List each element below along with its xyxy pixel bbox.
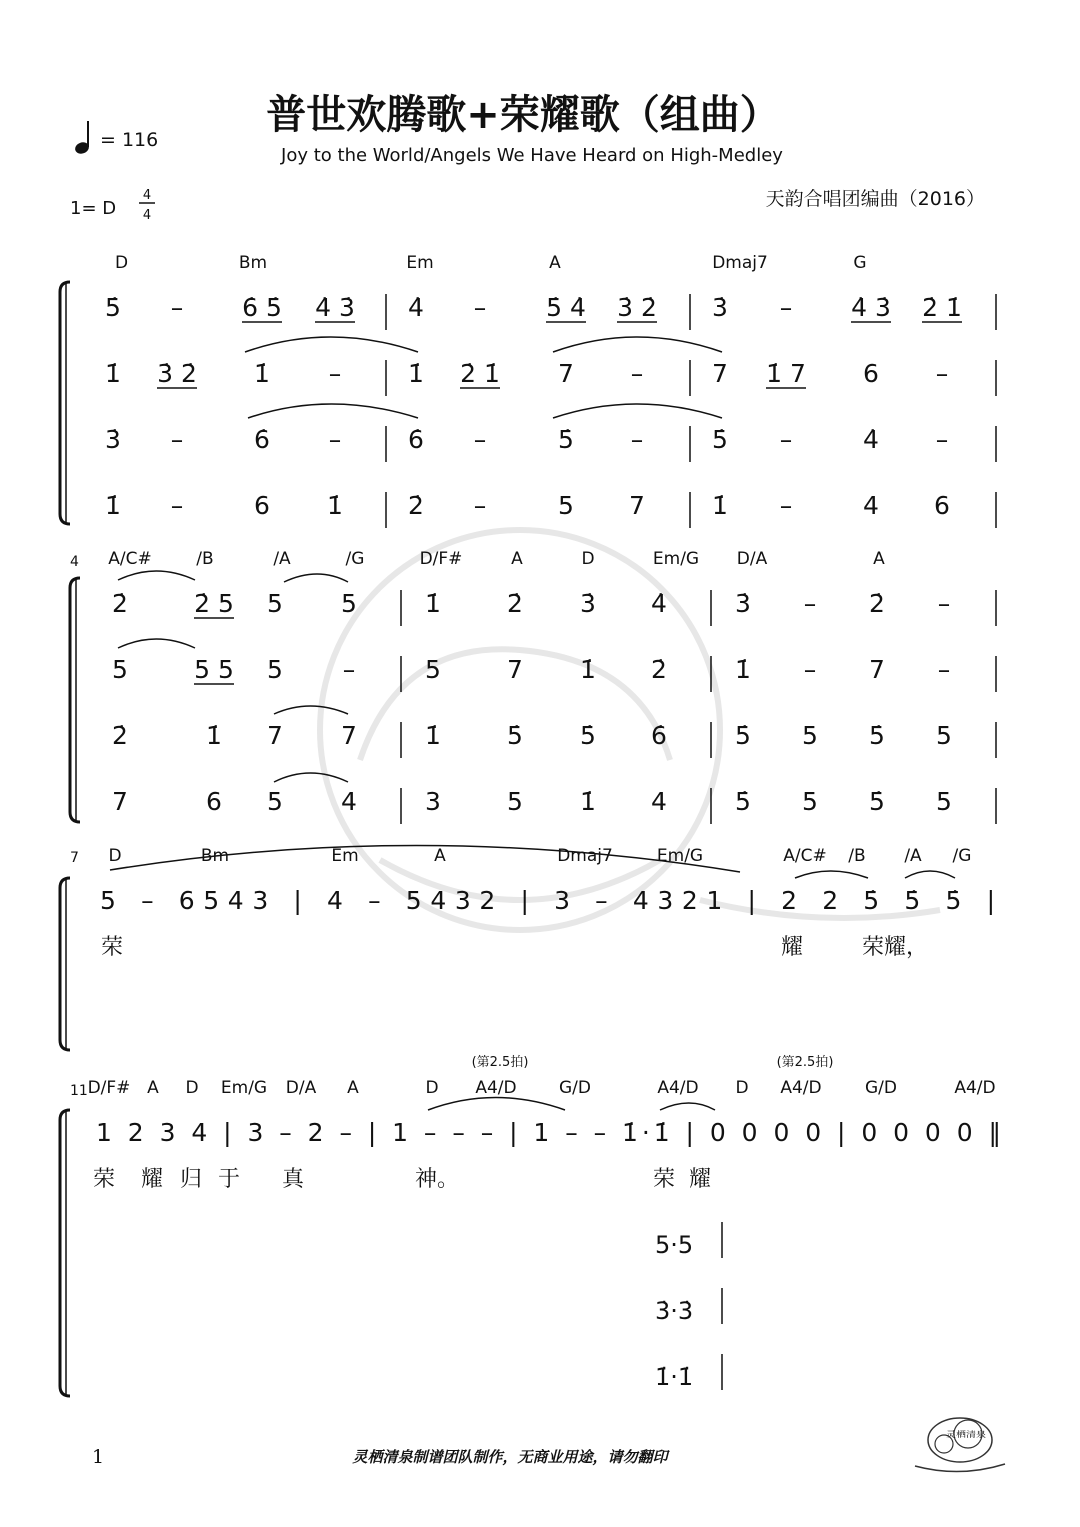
note: 6 (206, 787, 222, 816)
note: – (473, 293, 487, 322)
note: 5 (267, 787, 283, 816)
arranger-credit: 天韵合唱团编曲（2016） (765, 188, 985, 210)
note: 4̇ 3̇ (315, 293, 355, 322)
note: 5 (936, 721, 952, 750)
ending-part: 5·5 (655, 1231, 694, 1259)
chord-symbol: /A (904, 846, 922, 866)
chord-symbol: A4/D (657, 1078, 699, 1098)
note: 1̇ (580, 655, 596, 684)
note: 1̇ (712, 491, 728, 520)
note: 2̇ (112, 589, 128, 618)
note: 7 (869, 655, 885, 684)
ending-part: 3̇·3̇ (655, 1297, 694, 1325)
note: 6̇ (254, 425, 270, 454)
footer-note: 灵栖清泉制谱团队制作，无商业用途，请勿翻印 (352, 1448, 668, 1466)
note: 5̇ (735, 787, 751, 816)
measure-number: 11 (70, 1083, 88, 1099)
note: 5̇ (712, 425, 728, 454)
note: 5̇ (507, 721, 523, 750)
note: 6̇ (651, 721, 667, 750)
chord-symbol: D (108, 846, 122, 866)
note: 7 (112, 787, 128, 816)
note: – (473, 425, 487, 454)
note: – (937, 655, 951, 684)
note: 4 (651, 787, 667, 816)
note: 3̇ (735, 589, 751, 618)
note: 1̇ (254, 359, 270, 388)
note: 5 (936, 787, 952, 816)
chord-symbol: A (549, 253, 561, 273)
chord-symbol: /G (345, 549, 365, 569)
watermark-logo (320, 530, 940, 930)
note: 5 (802, 787, 818, 816)
time-signature-bottom: 4 (142, 208, 152, 223)
note: – (170, 491, 184, 520)
note: – (935, 359, 949, 388)
note: 5̇ 4̇ (546, 293, 586, 322)
chord-symbol: G/D (559, 1078, 591, 1098)
note: 1̇ 7 (766, 359, 806, 388)
note: 6 (254, 491, 270, 520)
chord-symbol: A (511, 549, 523, 569)
note: – (170, 293, 184, 322)
note: 6̇ 5̇ (242, 293, 282, 322)
chord-symbol: Em (406, 253, 434, 273)
note: 3 (425, 787, 441, 816)
note: – (328, 359, 342, 388)
ending-part: 1̇·1̇ (655, 1363, 694, 1391)
melody-line: 5 – 6543 | 4 – 5432 | 3 – 4321 | 2 2 5̇ 5̇ 5̇ | (100, 886, 996, 915)
note: 5 (341, 589, 357, 618)
note: 2̇ 1̇ (922, 293, 962, 322)
note: 5 (267, 589, 283, 618)
note: 5̇ (580, 721, 596, 750)
note: 1̇ (105, 359, 121, 388)
measure-number: 4 (70, 554, 79, 570)
note: 5̇ (558, 425, 574, 454)
chord-symbol: /G (952, 846, 972, 866)
lyric: 耀 (140, 1167, 164, 1192)
note: 5 (802, 721, 818, 750)
chord-symbol: G (853, 253, 867, 273)
chord-symbol: Em (331, 846, 359, 866)
note: 5̇ (735, 721, 751, 750)
note: 6 (934, 491, 950, 520)
note: 2̇ (112, 721, 128, 750)
chord-symbol: D/A (736, 549, 768, 569)
note: 2̇ 1̇ (460, 359, 500, 388)
logo-text: 灵栖清泉 (946, 1430, 978, 1439)
note: 1̇ (735, 655, 751, 684)
note: 1̇ (105, 491, 121, 520)
chord-symbol: Em/G (220, 1078, 268, 1098)
note: – (779, 425, 793, 454)
note: – (779, 491, 793, 520)
chord-symbol: D (115, 253, 129, 273)
chord-symbol: D/A (285, 1078, 317, 1098)
chord-symbol: /A (273, 549, 291, 569)
footer-logo (915, 1418, 1005, 1472)
system-2 (70, 549, 996, 824)
lyric: 耀 (780, 935, 804, 960)
lyric: 归 (179, 1167, 203, 1192)
note: – (342, 655, 356, 684)
note: 4̇ 3̇ (851, 293, 891, 322)
chord-symbol: /B (196, 549, 214, 569)
chord-symbol: Bm (238, 253, 268, 273)
chord-symbol: A/C# (783, 846, 827, 866)
chord-symbol: D/F# (87, 1078, 131, 1098)
time-signature-top: 4 (142, 188, 152, 203)
chord-symbol: A4/D (780, 1078, 822, 1098)
note: 5 (558, 491, 574, 520)
note: 4 (341, 787, 357, 816)
note: – (630, 359, 644, 388)
chord-symbol: Dmaj7 (712, 253, 768, 273)
note: 2̇ (507, 589, 523, 618)
chord-symbol: D (425, 1078, 439, 1098)
chord-symbol: Em/G (656, 846, 704, 866)
note: 7 (629, 491, 645, 520)
note: 4̇ (408, 293, 424, 322)
lyric: 荣 (100, 935, 124, 960)
note: – (170, 425, 184, 454)
key-signature: 1= D (70, 198, 117, 219)
note: 5 (507, 787, 523, 816)
chord-symbol: A (347, 1078, 359, 1098)
lyric: 神。 (414, 1167, 460, 1192)
lyric: 荣 (652, 1167, 676, 1192)
note: 7 (712, 359, 728, 388)
note: 2̇ (408, 491, 424, 520)
melody-line: 1 2 3 4 | 3 – 2 – | 1 – – – | 1 – – 1̇·1̇ | 0 0 0 0 | 0 0 0 0 ‖ (96, 1118, 1001, 1147)
tempo-marking (74, 121, 159, 156)
note: 5̇ (105, 293, 121, 322)
note: 7 (558, 359, 574, 388)
chord-symbol: D (185, 1078, 199, 1098)
note: – (935, 425, 949, 454)
chord-symbol: A4/D (954, 1078, 996, 1098)
chord-symbol: Em/G (652, 549, 700, 569)
note: 7 (267, 721, 283, 750)
note: 6̇ (408, 425, 424, 454)
lyric: 于 (217, 1167, 241, 1192)
note: 1̇ (580, 787, 596, 816)
note: 1̇ (206, 721, 222, 750)
note: 3̇ (712, 293, 728, 322)
note: 4̇ (863, 425, 879, 454)
lyric: 真 (281, 1167, 305, 1192)
note: – (937, 589, 951, 618)
note: 5 (112, 655, 128, 684)
lyric: 荣耀， (861, 935, 929, 960)
beat-note: (第2.5拍) (776, 1055, 834, 1070)
chord-symbol: Dmaj7 (557, 846, 613, 866)
chord-symbol: G/D (865, 1078, 897, 1098)
note: 4 (863, 491, 879, 520)
chord-symbol: A4/D (475, 1078, 517, 1098)
page-number: 1 (92, 1446, 105, 1468)
chord-symbol: A (147, 1078, 159, 1098)
tempo-text: = 116 (100, 129, 159, 151)
chord-symbol: A (873, 549, 885, 569)
note: 1̇ (408, 359, 424, 388)
note: 1̇ (327, 491, 343, 520)
note: 1̇ (425, 721, 441, 750)
note: 4̇ (651, 589, 667, 618)
note: 3̇ 2̇ (157, 359, 197, 388)
measure-number: 7 (70, 850, 79, 866)
note: 2̇ (869, 589, 885, 618)
chord-symbol: Bm (200, 846, 230, 866)
note: 5̇ (869, 787, 885, 816)
chord-symbol: D (581, 549, 595, 569)
chord-symbol: /B (848, 846, 866, 866)
note: 7 (507, 655, 523, 684)
chord-symbol: A/C# (108, 549, 152, 569)
note: 1̇ (425, 589, 441, 618)
note: – (779, 293, 793, 322)
note: 7 (341, 721, 357, 750)
score-subtitle: Joy to the World/Angels We Have Heard on High-Medley (281, 145, 783, 166)
chord-symbol: D (735, 1078, 749, 1098)
chord-symbol: D/F# (419, 549, 463, 569)
note: 3̇ (105, 425, 121, 454)
beat-note: (第2.5拍) (471, 1055, 529, 1070)
note: 2̇ (651, 655, 667, 684)
score-title: 普世欢腾歌+荣耀歌（组曲） (266, 92, 780, 138)
system-4 (60, 1054, 1001, 1396)
note: – (473, 491, 487, 520)
note: 6 (863, 359, 879, 388)
note: 5 (267, 655, 283, 684)
note: 5 (425, 655, 441, 684)
note: 2̇ 5 (194, 589, 234, 618)
note: 5̇ (869, 721, 885, 750)
system-3 (60, 845, 995, 1050)
note: – (630, 425, 644, 454)
lyric: 耀 (688, 1167, 712, 1192)
lyric: 荣 (92, 1167, 116, 1192)
note: 5 5 (194, 655, 234, 684)
system-1 (60, 253, 996, 528)
note: 3̇ (580, 589, 596, 618)
chord-symbol: A (434, 846, 446, 866)
note: 3̇ 2̇ (617, 293, 657, 322)
note: – (803, 589, 817, 618)
note: – (803, 655, 817, 684)
note: – (328, 425, 342, 454)
